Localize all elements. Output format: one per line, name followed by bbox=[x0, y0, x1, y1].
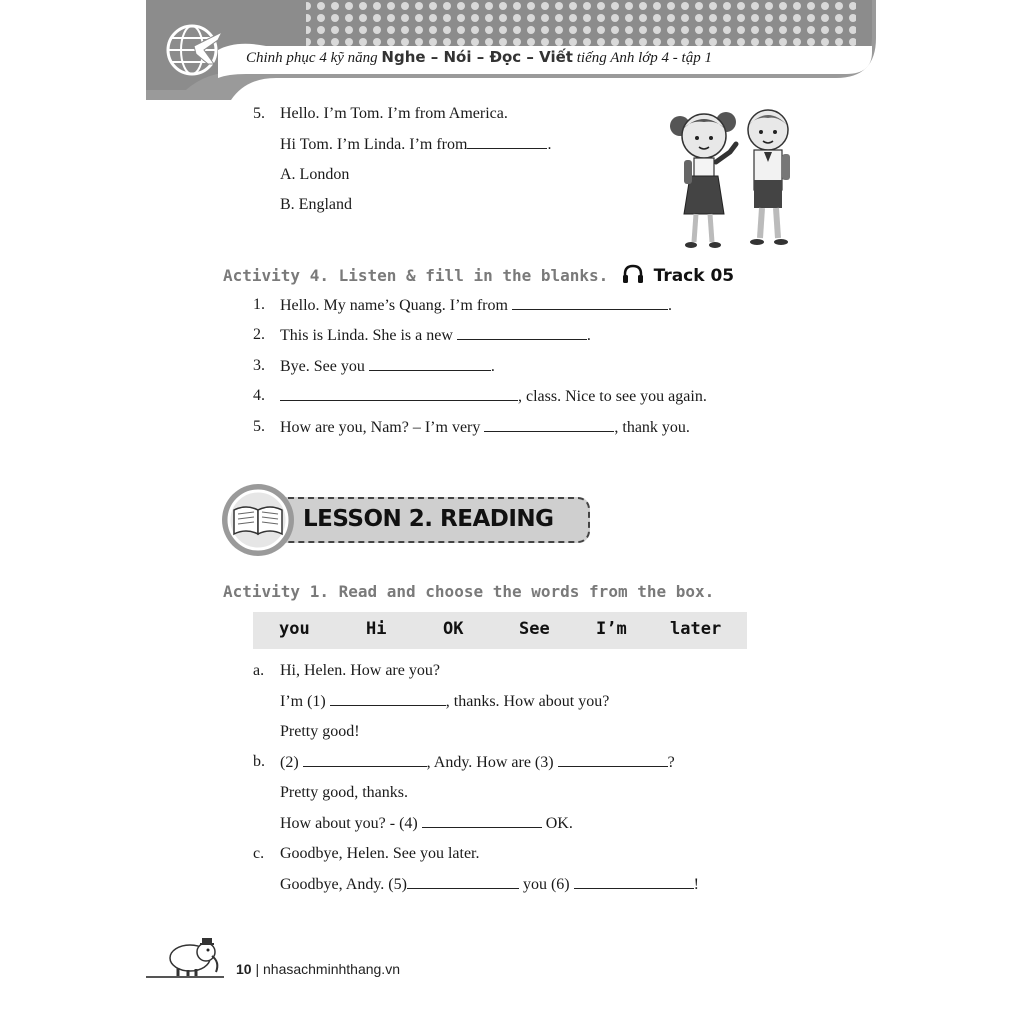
dialogue-text: ? bbox=[667, 754, 675, 771]
activity4-item-number: 1. bbox=[253, 296, 265, 313]
dialogue-line bbox=[280, 874, 699, 895]
item-text: How are you, Nam? – I’m very bbox=[280, 419, 481, 436]
track-label[interactable]: Track 05 bbox=[653, 266, 735, 286]
dialogue-line bbox=[280, 813, 573, 834]
item-text: , thank you. bbox=[614, 419, 690, 436]
dialogue-label: a. bbox=[253, 662, 265, 679]
activity4-item-number: 4. bbox=[253, 387, 265, 404]
answer-blank[interactable] bbox=[467, 134, 547, 149]
header-title-prefix: Chinh phục 4 kỹ năng bbox=[246, 50, 378, 66]
dialogue-line bbox=[280, 691, 609, 712]
item-text: This is Linda. She is a new bbox=[280, 327, 453, 344]
header-title-suffix: tiếng Anh lớp 4 - tập 1 bbox=[576, 50, 712, 66]
question-line: Hello. I’m Tom. I’m from America. bbox=[280, 105, 508, 122]
globe-plane-icon bbox=[164, 20, 226, 80]
activity4-item bbox=[280, 417, 690, 438]
website-link[interactable]: nhasachminhthang.vn bbox=[263, 961, 400, 977]
answer-blank[interactable] bbox=[457, 325, 587, 340]
dialogue-text: How about you? - (4) bbox=[280, 815, 418, 832]
activity4-item-number: 5. bbox=[253, 418, 265, 435]
answer-blank[interactable] bbox=[512, 295, 668, 310]
footer bbox=[236, 961, 400, 977]
activity4-item-number: 3. bbox=[253, 357, 265, 374]
dialogue-label: c. bbox=[253, 845, 265, 862]
word-option[interactable]: I’m bbox=[596, 619, 627, 639]
open-book-icon bbox=[234, 507, 282, 534]
item-text: . bbox=[667, 297, 672, 314]
item-text: , class. Nice to see you again. bbox=[518, 388, 707, 405]
dialogue-line bbox=[280, 752, 675, 773]
elephant-mascot-icon bbox=[160, 934, 224, 978]
answer-blank[interactable] bbox=[280, 386, 518, 401]
question-text: . bbox=[547, 136, 552, 153]
dialogue-line: Pretty good, thanks. bbox=[280, 784, 408, 801]
dialogue-text: , Andy. How are (3) bbox=[426, 754, 554, 771]
header-title-skills: Nghe – Nói – Đọc – Viết bbox=[381, 48, 573, 66]
header-title bbox=[246, 48, 846, 67]
dialogue-line: Hi, Helen. How are you? bbox=[280, 662, 440, 679]
question-text: Hi Tom. I’m Linda. I’m from bbox=[280, 136, 468, 153]
headphones-icon bbox=[622, 264, 644, 284]
dialogue-text: you (6) bbox=[522, 876, 570, 893]
dialogue-line: Pretty good! bbox=[280, 723, 360, 740]
activity4-title-text: Activity 4. Listen & fill in the blanks. bbox=[223, 266, 609, 285]
word-option[interactable]: See bbox=[519, 619, 550, 639]
activity4-item bbox=[280, 356, 495, 377]
answer-blank[interactable] bbox=[369, 356, 491, 371]
word-option[interactable]: OK bbox=[443, 619, 464, 639]
answer-blank[interactable] bbox=[330, 691, 446, 706]
question-line bbox=[280, 134, 551, 155]
item-text: Bye. See you bbox=[280, 358, 365, 375]
answer-blank[interactable] bbox=[422, 813, 542, 828]
word-option[interactable]: Hi bbox=[366, 619, 387, 639]
dialogue-text: OK. bbox=[545, 815, 573, 832]
activity4-item bbox=[280, 325, 591, 346]
dialogue-text: ! bbox=[693, 876, 699, 893]
page-header bbox=[146, 0, 876, 100]
lesson-badge bbox=[220, 482, 296, 558]
footer-separator: | bbox=[255, 961, 260, 977]
page-number: 10 bbox=[236, 961, 252, 977]
answer-blank[interactable] bbox=[558, 752, 668, 767]
answer-blank[interactable] bbox=[484, 417, 614, 432]
activity4-item bbox=[280, 295, 672, 316]
footer-rule bbox=[146, 976, 224, 978]
lesson-title: LESSON 2. READING bbox=[303, 506, 554, 532]
boy-and-girl-students-illustration bbox=[664, 104, 794, 252]
activity4-item-number: 2. bbox=[253, 326, 265, 343]
dialogue-text: (2) bbox=[280, 754, 299, 771]
dialogue-label: b. bbox=[253, 753, 265, 770]
item-text: . bbox=[586, 327, 591, 344]
option-a[interactable]: A. London bbox=[280, 166, 350, 183]
activity1-title: Activity 1. Read and choose the words from the box. bbox=[223, 582, 715, 601]
item-text: . bbox=[490, 358, 495, 375]
dialogue-line: Goodbye, Helen. See you later. bbox=[280, 845, 480, 862]
answer-blank[interactable] bbox=[574, 874, 694, 889]
activity4-item bbox=[280, 386, 707, 407]
option-b[interactable]: B. England bbox=[280, 196, 352, 213]
dialogue-text: I’m (1) bbox=[280, 693, 326, 710]
word-option[interactable]: you bbox=[279, 619, 310, 639]
dialogue-text: , thanks. How about you? bbox=[445, 693, 610, 710]
dialogue-text: Goodbye, Andy. (5) bbox=[280, 876, 407, 893]
question-number: 5. bbox=[253, 105, 265, 122]
answer-blank[interactable] bbox=[407, 874, 519, 889]
item-text: Hello. My name’s Quang. I’m from bbox=[280, 297, 508, 314]
word-option[interactable]: later bbox=[670, 619, 722, 639]
answer-blank[interactable] bbox=[303, 752, 427, 767]
activity4-title bbox=[223, 264, 734, 286]
